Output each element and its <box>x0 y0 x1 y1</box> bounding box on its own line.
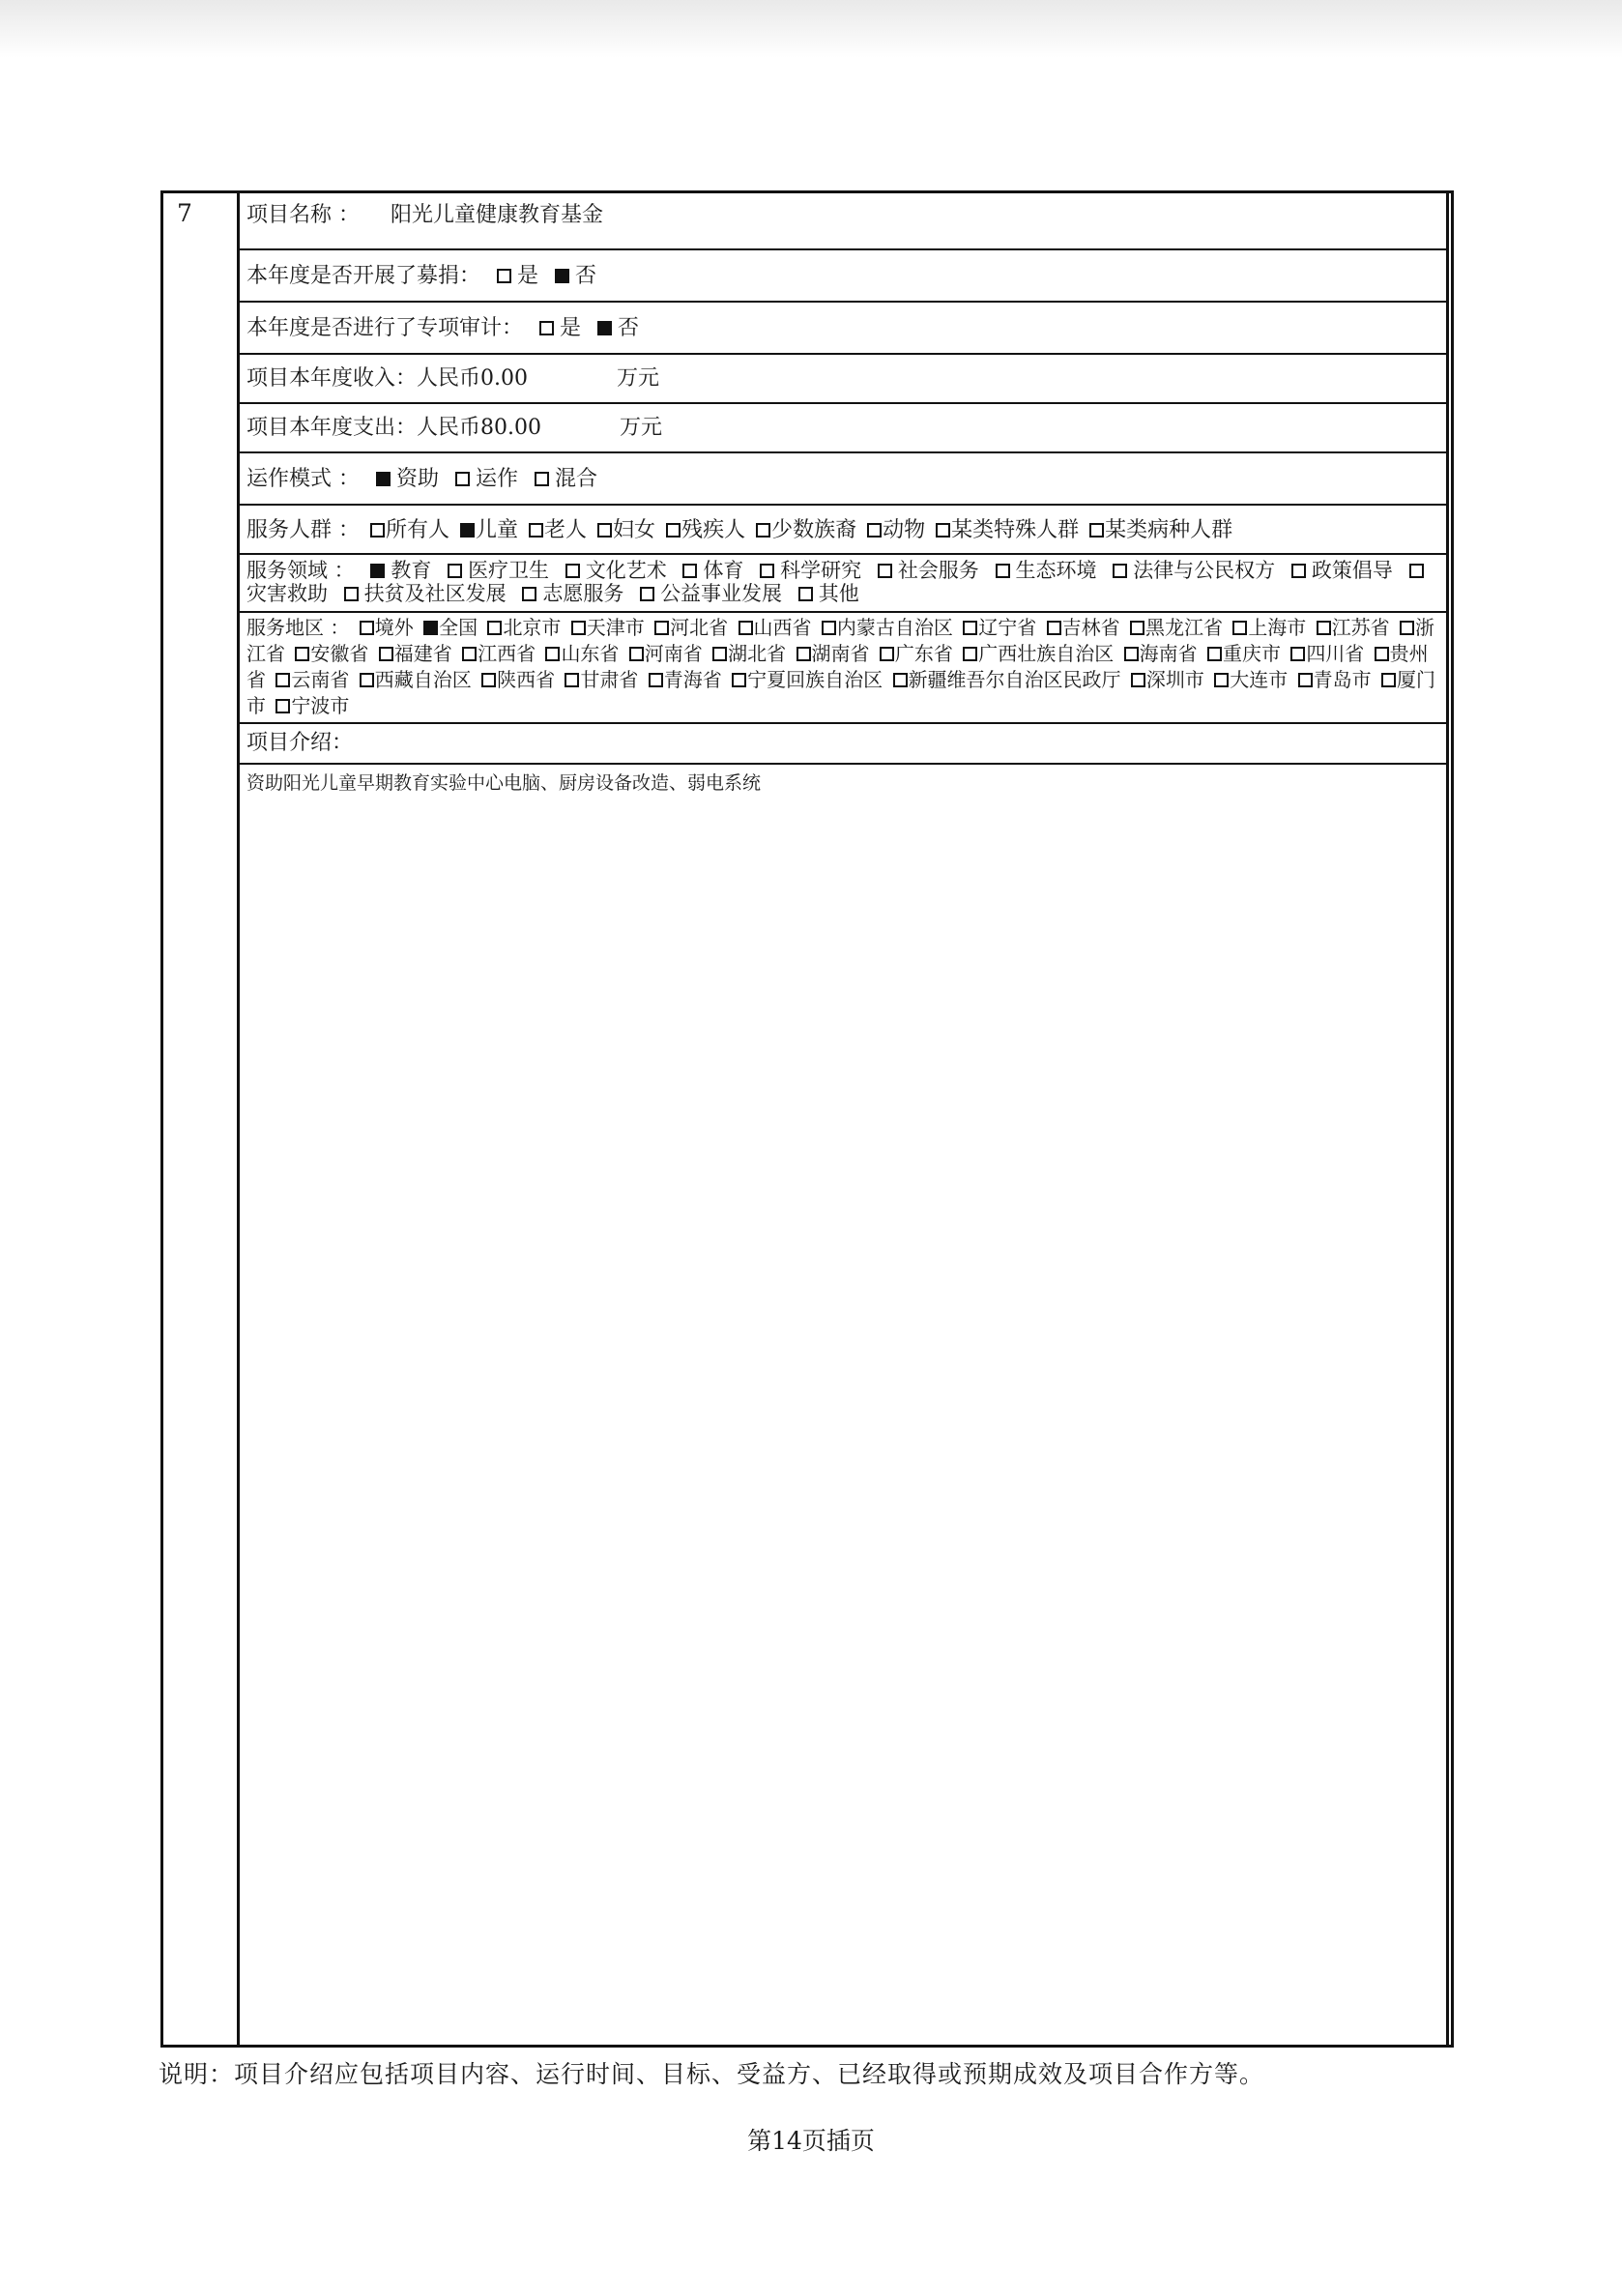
fundraising-label: 本年度是否开展了募捐： <box>246 264 481 288</box>
service-field-option <box>361 559 431 582</box>
service-region-option-label: 上海市 <box>1248 616 1307 639</box>
service-region-checkbox[interactable] <box>1400 621 1414 635</box>
service-groups-row <box>240 506 1446 555</box>
service-region-checkbox[interactable] <box>1232 621 1247 635</box>
service-region-option <box>1043 616 1120 639</box>
service-region-checkbox[interactable] <box>654 621 669 635</box>
service-region-option <box>793 642 870 665</box>
service-region-option-label: 贵州省 <box>246 642 1429 691</box>
explanatory-note: 说明：项目介绍应包括项目内容、运行时间、目标、受益方、已经取得或预期成效及项目合作方等。 <box>159 2060 1265 2088</box>
service-field-option <box>556 559 667 582</box>
service-regions-label: 服务地区 ： <box>246 616 350 639</box>
record-number: 7 <box>177 199 192 227</box>
service-field-checkbox[interactable] <box>878 564 892 578</box>
audit-row <box>240 303 1446 355</box>
service-region-option-label: 广东省 <box>894 642 953 665</box>
service-group-checkbox[interactable] <box>1089 523 1104 538</box>
service-region-option-label: 内蒙古自治区 <box>836 616 953 639</box>
service-field-option-label: 公益事业发展 <box>660 582 783 605</box>
project-record-form <box>160 190 1454 2048</box>
service-region-option-label: 安徽省 <box>310 642 369 665</box>
service-region-option-label: 江苏省 <box>1331 616 1390 639</box>
service-region-option-label: 河南省 <box>644 642 703 665</box>
service-region-checkbox[interactable] <box>571 621 586 635</box>
service-field-option-label: 志愿服务 <box>542 582 624 605</box>
service-group-checkbox[interactable] <box>756 523 770 538</box>
service-region-option-label: 广西壮族自治区 <box>978 642 1115 665</box>
service-field-checkbox[interactable] <box>448 564 462 578</box>
service-region-checkbox[interactable] <box>545 647 560 661</box>
operation-mode-row <box>240 453 1446 506</box>
service-region-option <box>1126 616 1223 639</box>
service-region-option <box>651 616 728 639</box>
audit-no-label: 否 <box>618 316 640 340</box>
service-group-checkbox[interactable] <box>867 523 882 538</box>
service-field-option <box>438 559 549 582</box>
service-region-checkbox[interactable] <box>481 673 496 687</box>
service-region-checkbox[interactable] <box>1317 621 1331 635</box>
service-field-option-label: 教育 <box>391 559 432 582</box>
service-group-option-label: 少数族裔 <box>771 518 857 542</box>
expense-row <box>240 404 1446 453</box>
service-region-option <box>272 668 349 691</box>
service-groups-label: 服务人群 ： <box>246 518 360 542</box>
operation-mode-checkbox[interactable] <box>455 472 470 486</box>
service-group-checkbox[interactable] <box>370 523 385 538</box>
service-field-option-label: 灾害救助 <box>246 582 328 605</box>
service-group-option-label: 儿童 <box>476 518 519 542</box>
service-region-option-label: 山西省 <box>753 616 812 639</box>
service-region-option-label: 新疆维吾尔自治区民政厅 <box>908 668 1121 691</box>
service-region-option <box>645 668 722 691</box>
service-region-checkbox[interactable] <box>1381 673 1396 687</box>
service-region-option-label: 北京市 <box>503 616 562 639</box>
service-group-option-label: 所有人 <box>386 518 450 542</box>
service-region-option-label: 四川省 <box>1306 642 1365 665</box>
service-field-option-label: 法律与公民权方 <box>1133 559 1276 582</box>
service-region-option-label: 深圳市 <box>1145 668 1204 691</box>
service-field-option <box>1103 559 1275 582</box>
service-region-checkbox[interactable] <box>1298 673 1313 687</box>
expense-unit: 万元 <box>619 416 662 440</box>
service-fields-label: 服务领域 ： <box>246 559 355 582</box>
service-field-checkbox[interactable] <box>370 564 385 578</box>
service-field-option <box>512 582 623 605</box>
service-region-option <box>876 642 953 665</box>
service-regions-row <box>240 613 1446 724</box>
service-region-option-label: 全国 <box>439 616 478 639</box>
service-region-option <box>709 642 786 665</box>
service-region-option <box>356 668 472 691</box>
service-groups-options <box>366 518 1232 542</box>
service-field-checkbox[interactable] <box>1409 564 1424 578</box>
service-region-checkbox[interactable] <box>275 673 290 687</box>
service-region-option <box>1127 668 1204 691</box>
service-field-option <box>789 582 859 605</box>
service-region-option-label: 云南省 <box>291 668 350 691</box>
service-region-checkbox[interactable] <box>893 673 908 687</box>
service-field-checkbox[interactable] <box>522 587 536 601</box>
service-region-checkbox[interactable] <box>1047 621 1061 635</box>
service-region-checkbox[interactable] <box>732 673 746 687</box>
service-region-option-label: 湖北省 <box>728 642 787 665</box>
service-region-option <box>291 642 368 665</box>
service-field-checkbox[interactable] <box>996 564 1010 578</box>
service-region-checkbox[interactable] <box>360 621 374 635</box>
service-region-checkbox[interactable] <box>963 621 977 635</box>
project-name-label: 项目名称 ： <box>246 203 360 227</box>
service-region-checkbox[interactable] <box>295 647 309 661</box>
service-region-checkbox[interactable] <box>822 621 836 635</box>
service-region-checkbox[interactable] <box>712 647 727 661</box>
operation-mode-label: 运作模式 ： <box>246 467 360 491</box>
service-region-option-label: 海南省 <box>1139 642 1198 665</box>
service-field-option <box>673 559 743 582</box>
service-region-option <box>1287 642 1364 665</box>
fundraising-row <box>240 250 1446 303</box>
fundraising-yes-checkbox[interactable] <box>497 269 511 283</box>
service-region-option <box>356 616 414 639</box>
service-region-checkbox[interactable] <box>275 699 290 713</box>
service-region-option-label: 山东省 <box>561 642 620 665</box>
service-region-option <box>959 642 1114 665</box>
service-field-checkbox[interactable] <box>1113 564 1127 578</box>
service-field-option <box>334 582 507 605</box>
page-number-label: 第14页插页 <box>747 2127 875 2155</box>
service-group-option-label: 动物 <box>883 518 926 542</box>
service-region-checkbox[interactable] <box>1375 647 1389 661</box>
service-field-checkbox[interactable] <box>682 564 697 578</box>
service-region-checkbox[interactable] <box>880 647 894 661</box>
operation-mode-option <box>446 467 518 491</box>
service-group-checkbox[interactable] <box>529 523 543 538</box>
service-region-checkbox[interactable] <box>487 621 502 635</box>
service-region-option-label: 青岛市 <box>1313 668 1372 691</box>
service-region-option-label: 黑龙江省 <box>1144 616 1223 639</box>
page-top-shadow <box>0 0 1622 58</box>
service-field-option-label: 政策倡导 <box>1311 559 1393 582</box>
service-region-option-label: 江西省 <box>478 642 536 665</box>
service-field-option-label: 科学研究 <box>780 559 862 582</box>
service-field-option-label: 医疗卫生 <box>468 559 550 582</box>
service-region-option-label: 西藏自治区 <box>374 668 472 691</box>
intro-header-row <box>240 724 1446 765</box>
service-region-checkbox[interactable] <box>1124 647 1139 661</box>
audit-yes-label: 是 <box>560 316 582 340</box>
operation-mode-options <box>366 467 597 491</box>
service-group-option <box>752 518 856 542</box>
service-region-checkbox[interactable] <box>649 673 663 687</box>
service-region-checkbox[interactable] <box>1207 647 1222 661</box>
service-region-option-label: 境外 <box>374 616 414 639</box>
service-regions-options <box>246 616 1435 717</box>
service-region-option-label: 厦门市 <box>246 668 1435 717</box>
service-region-checkbox[interactable] <box>462 647 477 661</box>
service-region-option <box>272 694 349 717</box>
service-group-option-label: 某类特殊人群 <box>951 518 1080 542</box>
fundraising-yes-label: 是 <box>517 264 539 288</box>
service-field-checkbox[interactable] <box>760 564 774 578</box>
service-region-option-label: 河北省 <box>670 616 729 639</box>
audit-label: 本年度是否进行了专项审计： <box>246 316 524 340</box>
service-region-option <box>567 616 645 639</box>
operation-mode-option <box>525 467 597 491</box>
service-region-option-label: 辽宁省 <box>978 616 1037 639</box>
service-field-option-label: 其他 <box>818 582 859 605</box>
service-region-option-label: 宁波市 <box>291 694 350 717</box>
audit-yes-checkbox[interactable] <box>539 321 554 335</box>
operation-mode-checkbox[interactable] <box>535 472 549 486</box>
service-region-option <box>735 616 812 639</box>
service-field-checkbox[interactable] <box>640 587 654 601</box>
service-region-checkbox[interactable] <box>1214 673 1229 687</box>
service-region-checkbox[interactable] <box>423 621 438 635</box>
service-field-checkbox[interactable] <box>344 587 359 601</box>
service-region-option-label: 天津市 <box>586 616 645 639</box>
fundraising-no-label: 否 <box>575 264 597 288</box>
service-region-option-label: 重庆市 <box>1222 642 1281 665</box>
service-field-option-label: 文化艺术 <box>585 559 667 582</box>
service-group-option <box>662 518 745 542</box>
intro-label: 项目介绍： <box>246 731 354 755</box>
operation-mode-option-label: 混合 <box>555 467 598 491</box>
service-group-option-label: 老人 <box>544 518 588 542</box>
service-region-option <box>728 668 883 691</box>
income-unit: 万元 <box>617 366 660 391</box>
operation-mode-option-label: 资助 <box>396 467 440 491</box>
service-region-option <box>541 642 619 665</box>
service-group-option-label: 妇女 <box>613 518 656 542</box>
fundraising-no-checkbox[interactable] <box>555 269 569 283</box>
service-region-option <box>1210 668 1288 691</box>
service-field-checkbox[interactable] <box>798 587 813 601</box>
service-region-checkbox[interactable] <box>739 621 753 635</box>
service-field-option <box>986 559 1097 582</box>
service-region-option-label: 宁夏回族自治区 <box>747 668 883 691</box>
service-field-option <box>630 582 782 605</box>
service-field-option <box>1282 559 1393 582</box>
service-region-option <box>420 616 478 639</box>
service-region-option-label: 大连市 <box>1230 668 1289 691</box>
service-region-checkbox[interactable] <box>963 647 977 661</box>
operation-mode-option <box>366 467 439 491</box>
service-group-option <box>456 518 518 542</box>
service-group-option <box>932 518 1079 542</box>
service-group-checkbox[interactable] <box>666 523 681 538</box>
project-name-value: 阳光儿童健康教育基金 <box>391 203 604 227</box>
service-region-option-label: 甘肃省 <box>580 668 639 691</box>
service-region-option-label: 福建省 <box>393 642 452 665</box>
service-field-option <box>750 559 861 582</box>
service-region-option <box>1229 616 1306 639</box>
operation-mode-option-label: 运作 <box>476 467 519 491</box>
service-region-checkbox[interactable] <box>797 647 811 661</box>
service-region-checkbox[interactable] <box>629 647 644 661</box>
operation-mode-checkbox[interactable] <box>376 472 391 486</box>
intro-text: 资助阳光儿童早期教育实验中心电脑、厨房设备改造、弱电系统 <box>246 772 762 794</box>
service-group-checkbox[interactable] <box>936 523 950 538</box>
service-group-option-label: 某类病种人群 <box>1105 518 1233 542</box>
service-group-option <box>594 518 655 542</box>
service-region-option <box>625 642 703 665</box>
service-region-option-label: 湖南省 <box>811 642 870 665</box>
service-region-option <box>478 668 555 691</box>
service-group-option-label: 残疾人 <box>681 518 746 542</box>
service-group-checkbox[interactable] <box>597 523 612 538</box>
service-region-option <box>483 616 561 639</box>
service-region-checkbox[interactable] <box>1130 621 1144 635</box>
service-group-option <box>863 518 925 542</box>
service-region-option <box>458 642 536 665</box>
service-fields-row <box>240 555 1446 613</box>
record-fields <box>240 193 1449 2045</box>
service-region-checkbox[interactable] <box>565 673 579 687</box>
record-number-column <box>163 193 240 2045</box>
service-field-option-label: 生态环境 <box>1015 559 1097 582</box>
service-region-checkbox[interactable] <box>1290 647 1305 661</box>
service-region-option-label: 陕西省 <box>497 668 556 691</box>
service-region-checkbox[interactable] <box>379 647 393 661</box>
service-region-option <box>1313 616 1390 639</box>
expense-label: 项目本年度支出：人民币80.00 <box>246 416 541 440</box>
service-region-option <box>818 616 953 639</box>
service-field-option-label: 扶贫及社区发展 <box>363 582 507 605</box>
service-region-option-label: 吉林省 <box>1061 616 1120 639</box>
income-row <box>240 355 1446 404</box>
service-fields-options <box>246 559 1430 605</box>
service-field-option <box>868 559 979 582</box>
service-region-option <box>889 668 1121 691</box>
service-group-option <box>366 518 449 542</box>
service-region-option <box>959 616 1036 639</box>
service-region-checkbox[interactable] <box>360 673 374 687</box>
service-field-option-label: 体育 <box>703 559 744 582</box>
service-region-option <box>1120 642 1198 665</box>
service-region-option-label: 青海省 <box>663 668 722 691</box>
service-region-checkbox[interactable] <box>1131 673 1145 687</box>
service-region-option <box>561 668 638 691</box>
service-region-option <box>1203 642 1281 665</box>
service-field-checkbox[interactable] <box>565 564 580 578</box>
service-field-option-label: 社会服务 <box>897 559 979 582</box>
audit-no-checkbox[interactable] <box>597 321 612 335</box>
service-region-option <box>375 642 452 665</box>
service-group-option <box>1086 518 1232 542</box>
service-field-checkbox[interactable] <box>1291 564 1306 578</box>
service-group-checkbox[interactable] <box>460 523 475 538</box>
service-region-option <box>1294 668 1372 691</box>
income-label: 项目本年度收入：人民币0.00 <box>246 366 528 391</box>
project-name-row <box>240 193 1446 250</box>
service-region-option-label: 浙江省 <box>246 616 1435 665</box>
service-group-option <box>525 518 587 542</box>
